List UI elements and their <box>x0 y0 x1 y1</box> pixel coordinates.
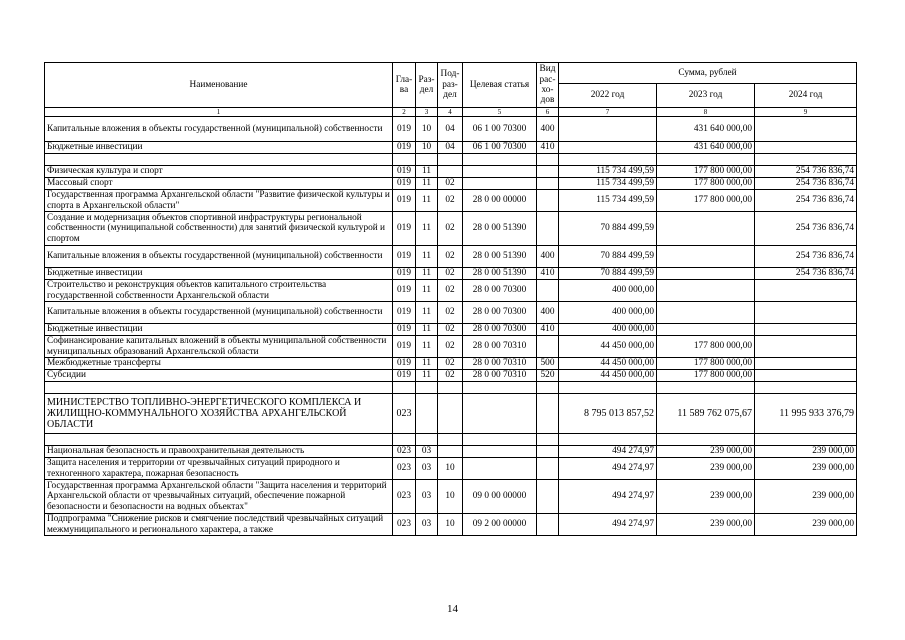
target-cell: 28 0 00 70300 <box>463 302 537 324</box>
sum-2024-cell: 254 736 836,74 <box>755 190 857 212</box>
sum-2023-cell: 177 800 000,00 <box>657 178 755 190</box>
glava-cell: 019 <box>393 324 416 336</box>
sum-2024-cell <box>755 382 857 394</box>
sum-2024-cell <box>755 370 857 382</box>
razdel-cell: 03 <box>416 514 438 536</box>
sum-2022-cell <box>559 142 657 154</box>
vid-cell <box>537 382 559 394</box>
glava-cell <box>393 382 416 394</box>
sum-2024-cell: 239 000,00 <box>755 514 857 536</box>
sum-2024-cell <box>755 324 857 336</box>
glava-cell: 019 <box>393 178 416 190</box>
sum-2024-cell: 239 000,00 <box>755 458 857 480</box>
table-row <box>45 190 857 212</box>
glava-cell: 023 <box>393 514 416 536</box>
podrazdel-cell <box>438 166 463 178</box>
row-name: Национальная безопасность и правоохранительная деятельность <box>45 446 393 458</box>
table-row <box>45 302 857 324</box>
header-year-2022: 2022 год <box>559 84 657 108</box>
table-row <box>45 480 857 514</box>
table-row <box>45 434 857 446</box>
target-cell: 09 2 00 00000 <box>463 514 537 536</box>
sum-2022-cell: 70 884 499,59 <box>559 246 657 268</box>
table-row <box>45 268 857 280</box>
table-row <box>45 324 857 336</box>
row-name: Защита населения и территории от чрезвычайных ситуаций природного и техногенного характера, пожарная безопасность <box>45 458 393 480</box>
razdel-cell: 11 <box>416 302 438 324</box>
sum-2022-cell: 115 734 499,59 <box>559 178 657 190</box>
sum-2022-cell: 400 000,00 <box>559 324 657 336</box>
vid-cell: 400 <box>537 302 559 324</box>
table-row <box>45 336 857 358</box>
table-row <box>45 246 857 268</box>
sum-2024-cell: 254 736 836,74 <box>755 246 857 268</box>
sum-2023-cell: 239 000,00 <box>657 514 755 536</box>
target-cell: 28 0 00 51390 <box>463 212 537 246</box>
vid-cell <box>537 480 559 514</box>
vid-cell: 410 <box>537 324 559 336</box>
vid-cell <box>537 336 559 358</box>
row-name: Государственная программа Архангельской области "Развитие физической культуры и спорта в Архангельской области" <box>45 190 393 212</box>
column-number: 1 <box>45 108 393 117</box>
column-number: 7 <box>559 108 657 117</box>
glava-cell: 019 <box>393 370 416 382</box>
target-cell: 06 1 00 70300 <box>463 117 537 142</box>
row-name: Капитальные вложения в объекты государственной (муниципальной) собственности <box>45 117 393 142</box>
glava-cell: 023 <box>393 394 416 434</box>
header-glava: Гла-ва <box>393 63 416 108</box>
header-year-2024: 2024 год <box>755 84 857 108</box>
table-row <box>45 358 857 370</box>
sum-2022-cell: 44 450 000,00 <box>559 370 657 382</box>
table-row <box>45 166 857 178</box>
vid-cell: 400 <box>537 117 559 142</box>
sum-2023-cell <box>657 154 755 166</box>
sum-2022-cell <box>559 434 657 446</box>
column-number: 6 <box>537 108 559 117</box>
vid-cell <box>537 434 559 446</box>
razdel-cell: 11 <box>416 324 438 336</box>
header-target: Целевая статья <box>463 63 537 108</box>
table-row <box>45 117 857 142</box>
glava-cell: 019 <box>393 280 416 302</box>
row-name <box>45 434 393 446</box>
vid-cell: 520 <box>537 370 559 382</box>
target-cell: 28 0 00 51390 <box>463 246 537 268</box>
sum-2023-cell: 11 589 762 075,67 <box>657 394 755 434</box>
sum-2023-cell: 177 800 000,00 <box>657 358 755 370</box>
sum-2022-cell: 70 884 499,59 <box>559 268 657 280</box>
vid-cell: 410 <box>537 142 559 154</box>
table-row <box>45 142 857 154</box>
target-cell <box>463 154 537 166</box>
podrazdel-cell: 04 <box>438 117 463 142</box>
sum-2022-cell <box>559 382 657 394</box>
target-cell <box>463 166 537 178</box>
razdel-cell: 11 <box>416 280 438 302</box>
row-name: Бюджетные инвестиции <box>45 142 393 154</box>
target-cell: 28 0 00 70310 <box>463 336 537 358</box>
glava-cell: 019 <box>393 117 416 142</box>
razdel-cell: 10 <box>416 117 438 142</box>
sum-2024-cell: 11 995 933 376,79 <box>755 394 857 434</box>
vid-cell <box>537 166 559 178</box>
podrazdel-cell: 02 <box>438 370 463 382</box>
podrazdel-cell: 10 <box>438 458 463 480</box>
sum-2022-cell <box>559 117 657 142</box>
sum-2023-cell: 431 640 000,00 <box>657 142 755 154</box>
row-name <box>45 154 393 166</box>
podrazdel-cell: 02 <box>438 358 463 370</box>
column-number: 3 <box>416 108 438 117</box>
table-row <box>45 154 857 166</box>
row-name <box>45 382 393 394</box>
vid-cell <box>537 446 559 458</box>
header-razdel: Раз-дел <box>416 63 438 108</box>
glava-cell: 019 <box>393 212 416 246</box>
page-number: 14 <box>447 603 458 615</box>
sum-2024-cell: 254 736 836,74 <box>755 212 857 246</box>
podrazdel-cell <box>438 382 463 394</box>
vid-cell <box>537 394 559 434</box>
razdel-cell: 03 <box>416 480 438 514</box>
razdel-cell: 11 <box>416 178 438 190</box>
sum-2022-cell: 44 450 000,00 <box>559 336 657 358</box>
podrazdel-cell: 02 <box>438 246 463 268</box>
glava-cell: 023 <box>393 480 416 514</box>
target-cell <box>463 178 537 190</box>
razdel-cell <box>416 394 438 434</box>
sum-2023-cell <box>657 382 755 394</box>
sum-2022-cell: 494 274,97 <box>559 480 657 514</box>
razdel-cell: 11 <box>416 358 438 370</box>
row-name: Массовый спорт <box>45 178 393 190</box>
glava-cell: 019 <box>393 142 416 154</box>
sum-2022-cell <box>559 154 657 166</box>
glava-cell: 019 <box>393 336 416 358</box>
header-name: Наименование <box>45 63 393 108</box>
sum-2024-cell <box>755 280 857 302</box>
row-name: Создание и модернизация объектов спортивной инфраструктуры региональной собственности (муниципальной собственности) для занятий физической культурой и спортом <box>45 212 393 246</box>
target-cell <box>463 382 537 394</box>
sum-2024-cell <box>755 302 857 324</box>
target-cell: 28 0 00 51390 <box>463 268 537 280</box>
header-sum: Сумма, рублей <box>559 63 857 84</box>
podrazdel-cell: 02 <box>438 302 463 324</box>
vid-cell: 500 <box>537 358 559 370</box>
table-row <box>45 394 857 434</box>
row-name: Строительство и реконструкция объектов капитального строительства государственной собственности Архангельской области <box>45 280 393 302</box>
target-cell: 28 0 00 00000 <box>463 190 537 212</box>
vid-cell <box>537 178 559 190</box>
glava-cell: 019 <box>393 190 416 212</box>
sum-2023-cell: 239 000,00 <box>657 458 755 480</box>
podrazdel-cell <box>438 434 463 446</box>
vid-cell <box>537 154 559 166</box>
row-name: Бюджетные инвестиции <box>45 268 393 280</box>
target-cell <box>463 458 537 480</box>
row-name: МИНИСТЕРСТВО ТОПЛИВНО-ЭНЕРГЕТИЧЕСКОГО КОМПЛЕКСА И ЖИЛИЩНО-КОММУНАЛЬНОГО ХОЗЯЙСТВА АРХАНГЕЛЬСКОЙ ОБЛАСТИ <box>45 394 393 434</box>
vid-cell <box>537 190 559 212</box>
sum-2023-cell <box>657 434 755 446</box>
sum-2022-cell: 400 000,00 <box>559 280 657 302</box>
row-name: Межбюджетные трансферты <box>45 358 393 370</box>
sum-2024-cell <box>755 336 857 358</box>
column-number-row <box>45 108 857 117</box>
glava-cell: 019 <box>393 302 416 324</box>
sum-2023-cell: 177 800 000,00 <box>657 370 755 382</box>
sum-2023-cell: 239 000,00 <box>657 446 755 458</box>
sum-2024-cell: 239 000,00 <box>755 480 857 514</box>
podrazdel-cell: 02 <box>438 190 463 212</box>
podrazdel-cell <box>438 394 463 434</box>
row-name: Капитальные вложения в объекты государственной (муниципальной) собственности <box>45 246 393 268</box>
sum-2022-cell: 494 274,97 <box>559 514 657 536</box>
razdel-cell: 11 <box>416 190 438 212</box>
vid-cell: 410 <box>537 268 559 280</box>
table-row <box>45 514 857 536</box>
podrazdel-cell: 04 <box>438 142 463 154</box>
razdel-cell: 03 <box>416 446 438 458</box>
vid-cell: 400 <box>537 246 559 268</box>
razdel-cell <box>416 154 438 166</box>
razdel-cell: 11 <box>416 336 438 358</box>
table-body <box>45 117 857 536</box>
vid-cell <box>537 212 559 246</box>
row-name: Капитальные вложения в объекты государственной (муниципальной) собственности <box>45 302 393 324</box>
sum-2022-cell: 494 274,97 <box>559 458 657 480</box>
column-number: 4 <box>438 108 463 117</box>
header-podrazdel: Под-раз-дел <box>438 63 463 108</box>
podrazdel-cell: 02 <box>438 268 463 280</box>
razdel-cell: 11 <box>416 268 438 280</box>
sum-2024-cell <box>755 142 857 154</box>
column-number: 9 <box>755 108 857 117</box>
sum-2024-cell: 254 736 836,74 <box>755 178 857 190</box>
razdel-cell: 11 <box>416 212 438 246</box>
sum-2023-cell <box>657 268 755 280</box>
glava-cell <box>393 154 416 166</box>
glava-cell: 019 <box>393 358 416 370</box>
podrazdel-cell: 02 <box>438 336 463 358</box>
target-cell <box>463 394 537 434</box>
table-row <box>45 370 857 382</box>
table-row <box>45 280 857 302</box>
table-row <box>45 458 857 480</box>
razdel-cell: 10 <box>416 142 438 154</box>
glava-cell: 023 <box>393 446 416 458</box>
sum-2024-cell: 254 736 836,74 <box>755 166 857 178</box>
razdel-cell <box>416 382 438 394</box>
sum-2023-cell <box>657 246 755 268</box>
sum-2023-cell: 177 800 000,00 <box>657 166 755 178</box>
sum-2023-cell <box>657 280 755 302</box>
target-cell <box>463 434 537 446</box>
row-name: Подпрограмма "Снижение рисков и смягчение последствий чрезвычайных ситуаций межмуниципального и регионального характера, а также <box>45 514 393 536</box>
target-cell: 28 0 00 70300 <box>463 280 537 302</box>
vid-cell <box>537 514 559 536</box>
vid-cell <box>537 458 559 480</box>
column-number: 2 <box>393 108 416 117</box>
budget-table <box>44 62 857 536</box>
sum-2022-cell: 44 450 000,00 <box>559 358 657 370</box>
sum-2024-cell <box>755 358 857 370</box>
podrazdel-cell: 10 <box>438 514 463 536</box>
header-vid: Вид рас-хо-дов <box>537 63 559 108</box>
podrazdel-cell: 02 <box>438 212 463 246</box>
podrazdel-cell: 02 <box>438 324 463 336</box>
target-cell: 28 0 00 70300 <box>463 324 537 336</box>
sum-2023-cell: 431 640 000,00 <box>657 117 755 142</box>
glava-cell: 023 <box>393 458 416 480</box>
razdel-cell <box>416 434 438 446</box>
sum-2023-cell: 239 000,00 <box>657 480 755 514</box>
vid-cell <box>537 280 559 302</box>
sum-2023-cell <box>657 302 755 324</box>
sum-2022-cell: 115 734 499,59 <box>559 190 657 212</box>
glava-cell: 019 <box>393 268 416 280</box>
table-row <box>45 212 857 246</box>
row-name: Софинансирование капитальных вложений в объекты муниципальной собственности муниципальных образований Архангельской области <box>45 336 393 358</box>
sum-2023-cell: 177 800 000,00 <box>657 336 755 358</box>
sum-2022-cell: 400 000,00 <box>559 302 657 324</box>
column-number: 5 <box>463 108 537 117</box>
glava-cell <box>393 434 416 446</box>
razdel-cell: 03 <box>416 458 438 480</box>
glava-cell: 019 <box>393 246 416 268</box>
sum-2022-cell: 115 734 499,59 <box>559 166 657 178</box>
row-name: Государственная программа Архангельской области "Защита населения и территорий Архангельской области от чрезвычайных ситуаций, обеспечение пожарной безопасности и безопасности на водных объектах" <box>45 480 393 514</box>
table-row <box>45 178 857 190</box>
row-name: Субсидии <box>45 370 393 382</box>
column-number: 8 <box>657 108 755 117</box>
sum-2023-cell <box>657 324 755 336</box>
header-year-2023: 2023 год <box>657 84 755 108</box>
razdel-cell: 11 <box>416 370 438 382</box>
podrazdel-cell <box>438 154 463 166</box>
glava-cell: 019 <box>393 166 416 178</box>
podrazdel-cell <box>438 446 463 458</box>
target-cell: 06 1 00 70300 <box>463 142 537 154</box>
podrazdel-cell: 02 <box>438 178 463 190</box>
sum-2024-cell: 254 736 836,74 <box>755 268 857 280</box>
sum-2024-cell <box>755 117 857 142</box>
sum-2024-cell <box>755 434 857 446</box>
razdel-cell: 11 <box>416 166 438 178</box>
table-row <box>45 446 857 458</box>
sum-2022-cell: 8 795 013 857,52 <box>559 394 657 434</box>
podrazdel-cell: 02 <box>438 280 463 302</box>
sum-2023-cell: 177 800 000,00 <box>657 190 755 212</box>
target-cell <box>463 446 537 458</box>
sum-2023-cell <box>657 212 755 246</box>
podrazdel-cell: 10 <box>438 480 463 514</box>
target-cell: 28 0 00 70310 <box>463 370 537 382</box>
row-name: Бюджетные инвестиции <box>45 324 393 336</box>
row-name: Физическая культура и спорт <box>45 166 393 178</box>
table-row <box>45 382 857 394</box>
sum-2024-cell <box>755 154 857 166</box>
sum-2022-cell: 494 274,97 <box>559 446 657 458</box>
razdel-cell: 11 <box>416 246 438 268</box>
target-cell: 09 0 00 00000 <box>463 480 537 514</box>
target-cell: 28 0 00 70310 <box>463 358 537 370</box>
sum-2024-cell: 239 000,00 <box>755 446 857 458</box>
sum-2022-cell: 70 884 499,59 <box>559 212 657 246</box>
